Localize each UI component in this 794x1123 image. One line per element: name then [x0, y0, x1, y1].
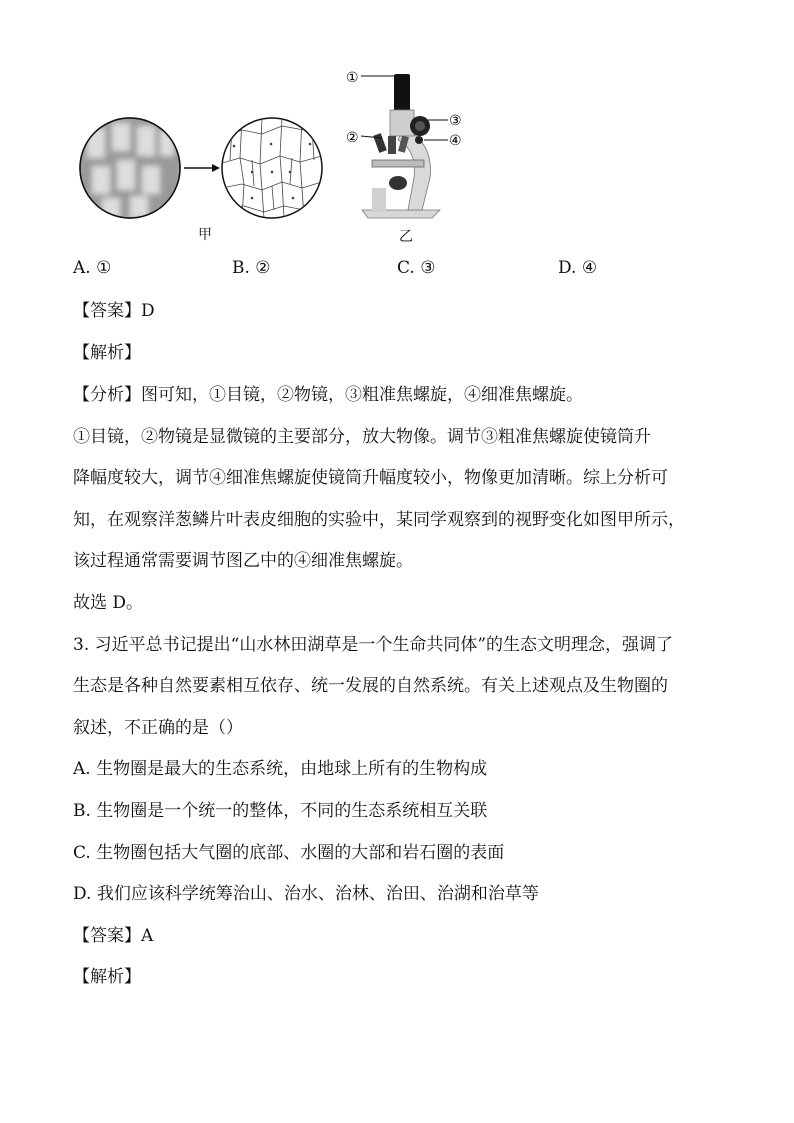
q3-analysis-head: 【解析】 — [73, 967, 141, 987]
microscope-image — [361, 74, 448, 218]
microscope-figure — [72, 68, 492, 248]
q3-option-a: A. 生物圈是最大的生态系统，由地球上所有的生物构成 — [73, 759, 488, 779]
q2-analysis-line: 知，在观察洋葱鳞片叶表皮细胞的实验中，某同学观察到的视野变化如图甲所示， — [73, 510, 685, 530]
q3-option-b: B. 生物圈是一个统一的整体，不同的生态系统相互关联 — [73, 801, 488, 821]
q3-option-c: C. 生物圈包括大气圈的底部、水圈的大部和岩石圈的表面 — [73, 843, 505, 863]
option-a: A. ① — [73, 258, 112, 278]
q3-option-d: D. 我们应该科学统筹治山、治水、治林、治田、治湖和治草等 — [73, 884, 539, 904]
q2-conclusion: 故选 D。 — [73, 593, 144, 613]
option-b: B. ② — [232, 258, 271, 278]
q2-analysis-head: 【解析】 — [73, 343, 141, 363]
arrow-icon — [184, 164, 220, 172]
caption-yi: 乙 — [399, 229, 413, 245]
figure-svg — [72, 68, 492, 248]
blurry-view-circle — [80, 118, 180, 220]
q2-answer: 【答案】D — [73, 301, 155, 321]
q3-stem-line: 叙述，不正确的是（） — [73, 718, 243, 738]
callout-1: ① — [346, 70, 359, 86]
callout-3: ③ — [449, 113, 462, 129]
q3-stem-line: 3. 习近平总书记提出“山水林田湖草是一个生命共同体”的生态文明理念，强调了 — [73, 635, 674, 655]
q3-answer: 【答案】A — [73, 926, 154, 946]
q3-stem-line: 生态是各种自然要素相互依存、统一发展的自然系统。有关上述观点及生物圈的 — [73, 676, 668, 696]
clear-view-circle — [222, 118, 322, 218]
caption-jia: 甲 — [198, 227, 212, 243]
option-d: D. ④ — [558, 258, 598, 278]
q2-analysis-line: 该过程通常需要调节图乙中的④细准焦螺旋。 — [73, 551, 413, 571]
q2-analysis-line: 降幅度较大，调节④细准焦螺旋使镜筒升幅度较小，物像更加清晰。综上分析可 — [73, 468, 668, 488]
callout-4: ④ — [449, 133, 462, 149]
q2-analysis-line: ①目镜，②物镜是显微镜的主要部分，放大物像。调节③粗准焦螺旋使镜筒升 — [73, 427, 651, 447]
callout-2: ② — [346, 130, 359, 146]
option-c: C. ③ — [397, 258, 436, 278]
q2-analysis-line: 【分析】图可知，①目镜，②物镜，③粗准焦螺旋，④细准焦螺旋。 — [73, 385, 583, 405]
